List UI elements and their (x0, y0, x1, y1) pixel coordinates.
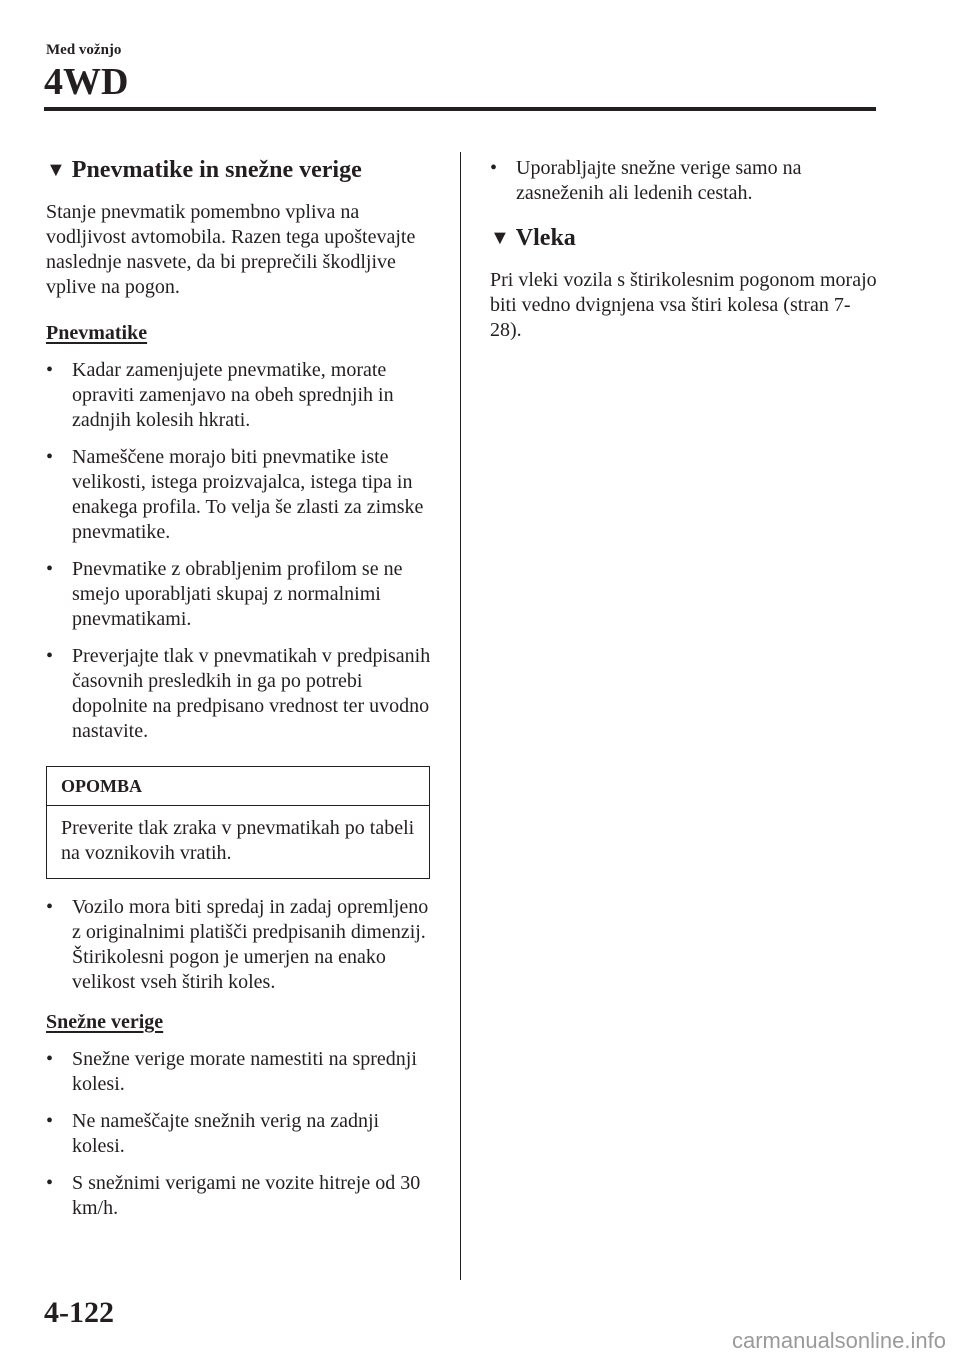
list-item (46, 1047, 436, 1097)
note-box (46, 766, 430, 879)
section-intro: Stanje pnevmatik pomembno vpliva na vodljivost avtomobila. Razen tega upoštevajte naslednje nasvete, da bi preprečili škodljive vplive na pogon. (46, 201, 416, 298)
subheading-snow-chains: Snežne verige (46, 1011, 164, 1033)
list-item-text: Ne nameščajte snežnih verig na zadnji kolesi. (72, 1110, 380, 1157)
towing-text: Pri vleki vozila s štirikolesnim pogonom morajo biti vedno dvignjena vsa štiri kolesa (stran 7-28). (490, 269, 877, 341)
section-title-text: Pnevmatike in snežne verige (71, 157, 362, 183)
section-title-text: Vleka (515, 225, 576, 251)
list-item (46, 557, 436, 632)
header-rule (44, 107, 876, 111)
list-item-text: Pnevmatike z obrabljenim profilom se ne smejo uporabljati skupaj z normalnimi pnevmatikami. (72, 558, 403, 630)
triangle-down-icon: ▼ (46, 159, 66, 181)
list-item (46, 1109, 436, 1159)
list-item (46, 1171, 436, 1221)
column-divider (460, 152, 461, 1280)
note-title: OPOMBA (47, 767, 429, 806)
right-column (490, 152, 880, 343)
list-item-text: Vozilo mora biti spredaj in zadaj opremljeno z originalnimi platišči predpisanih dimenzij. Štirikolesni pogon je umerjen na enako velikost vseh štirih koles. (72, 896, 429, 993)
bullet-icon: • (46, 645, 54, 667)
list-item (490, 156, 880, 206)
note-text: Preverite tlak zraka v pnevmatikah po tabeli na voznikovih vratih. (61, 817, 415, 864)
list-item-text: Snežne verige morate namestiti na sprednji kolesi. (72, 1048, 417, 1095)
list-item (46, 358, 436, 433)
list-item (46, 445, 436, 545)
wheels-list (46, 895, 436, 995)
snow-chains-list-continued (490, 156, 880, 206)
list-item-text: Preverjajte tlak v pnevmatikah v predpisanih časovnih presledkih in ga po potrebi dopolnite na predpisano vrednost ter uvodno nastavite. (72, 645, 431, 742)
bullet-icon: • (46, 446, 54, 468)
tires-list (46, 358, 436, 744)
left-column (46, 152, 436, 1221)
bullet-icon: • (46, 1110, 54, 1132)
page-number: 4-122 (44, 1296, 114, 1329)
chapter-label: Med vožnjo (46, 42, 122, 58)
watermark: carmanualsonline.info (731, 1328, 946, 1353)
chapter-title: 4WD (44, 61, 129, 103)
bullet-icon: • (46, 558, 54, 580)
list-item (46, 644, 436, 744)
list-item-text: Uporabljajte snežne verige samo na zasneženih ali ledenih cestah. (516, 157, 802, 204)
bullet-icon: • (46, 359, 54, 381)
triangle-down-icon: ▼ (490, 227, 510, 249)
bullet-icon: • (46, 1172, 54, 1194)
bullet-icon: • (46, 1048, 54, 1070)
bullet-icon: • (490, 157, 498, 179)
bullet-icon: • (46, 896, 54, 918)
subheading-tires: Pnevmatike (46, 322, 148, 344)
list-item-text: Nameščene morajo biti pnevmatike iste velikosti, istega proizvajalca, istega tipa in enakega profila. To velja še zlasti za zimske pnevmatike. (72, 446, 424, 543)
list-item-text: Kadar zamenjujete pnevmatike, morate opraviti zamenjavo na obeh sprednjih in zadnjih kolesih hkrati. (72, 359, 394, 431)
section-title-towing (490, 220, 880, 256)
list-item-text: S snežnimi verigami ne vozite hitreje od 30 km/h. (72, 1172, 421, 1219)
list-item (46, 895, 436, 995)
snow-chains-list (46, 1047, 436, 1221)
section-title-tires-chains (46, 152, 436, 188)
